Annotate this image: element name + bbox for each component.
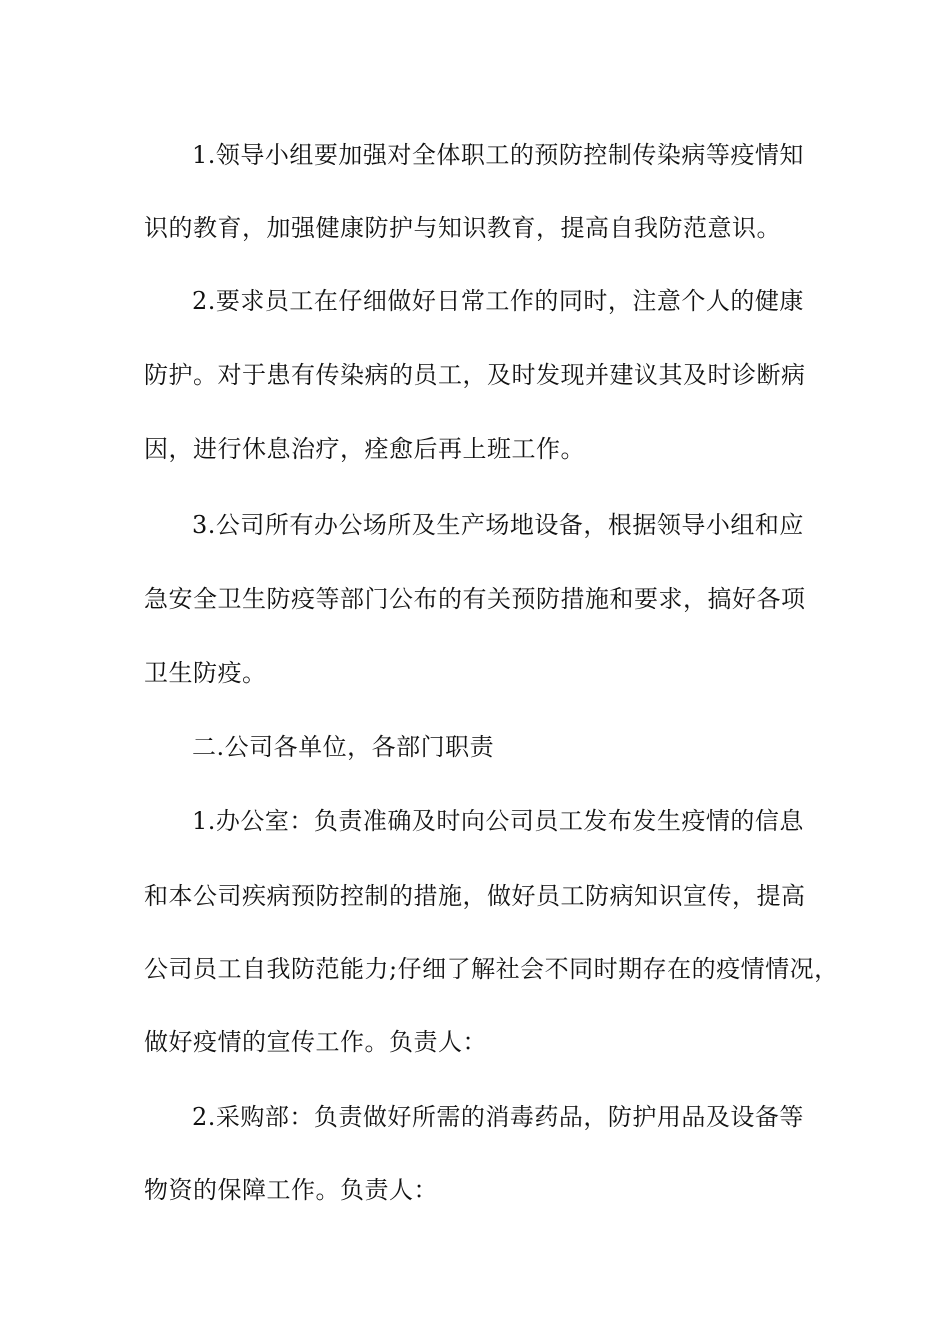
paragraph-3-line-2: 急安全卫生防疫等部门公布的有关预防措施和要求，搞好各项: [144, 585, 806, 613]
paragraph-5-line-1: 2.采购部：负责做好所需的消毒药品，防护用品及设备等: [192, 1103, 804, 1131]
paragraph-3-line-3: 卫生防疫。: [144, 659, 267, 687]
paragraph-5-line-2: 物资的保障工作。负责人：: [144, 1176, 438, 1204]
paragraph-1-line-2: 识的教育，加强健康防护与知识教育，提高自我防范意识。: [144, 214, 781, 242]
paragraph-4-line-3: 公司员工自我防范能力;仔细了解社会不同时期存在的疫情情况，: [144, 955, 839, 983]
section-heading: 二.公司各单位，各部门职责: [192, 733, 495, 761]
paragraph-4-line-2: 和本公司疾病预防控制的措施，做好员工防病知识宣传，提高: [144, 882, 806, 910]
paragraph-4-line-4: 做好疫情的宣传工作。负责人：: [144, 1028, 487, 1056]
paragraph-2-line-2: 防护。对于患有传染病的员工，及时发现并建议其及时诊断病: [144, 361, 806, 389]
paragraph-3-line-1: 3.公司所有办公场所及生产场地设备，根据领导小组和应: [192, 511, 804, 539]
paragraph-4-line-1: 1.办公室：负责准确及时向公司员工发布发生疫情的信息: [192, 807, 804, 835]
paragraph-1-line-1: 1.领导小组要加强对全体职工的预防控制传染病等疫情知: [192, 141, 804, 169]
paragraph-2-line-1: 2.要求员工在仔细做好日常工作的同时，注意个人的健康: [192, 287, 804, 315]
paragraph-2-line-3: 因，进行休息治疗，痊愈后再上班工作。: [144, 435, 585, 463]
